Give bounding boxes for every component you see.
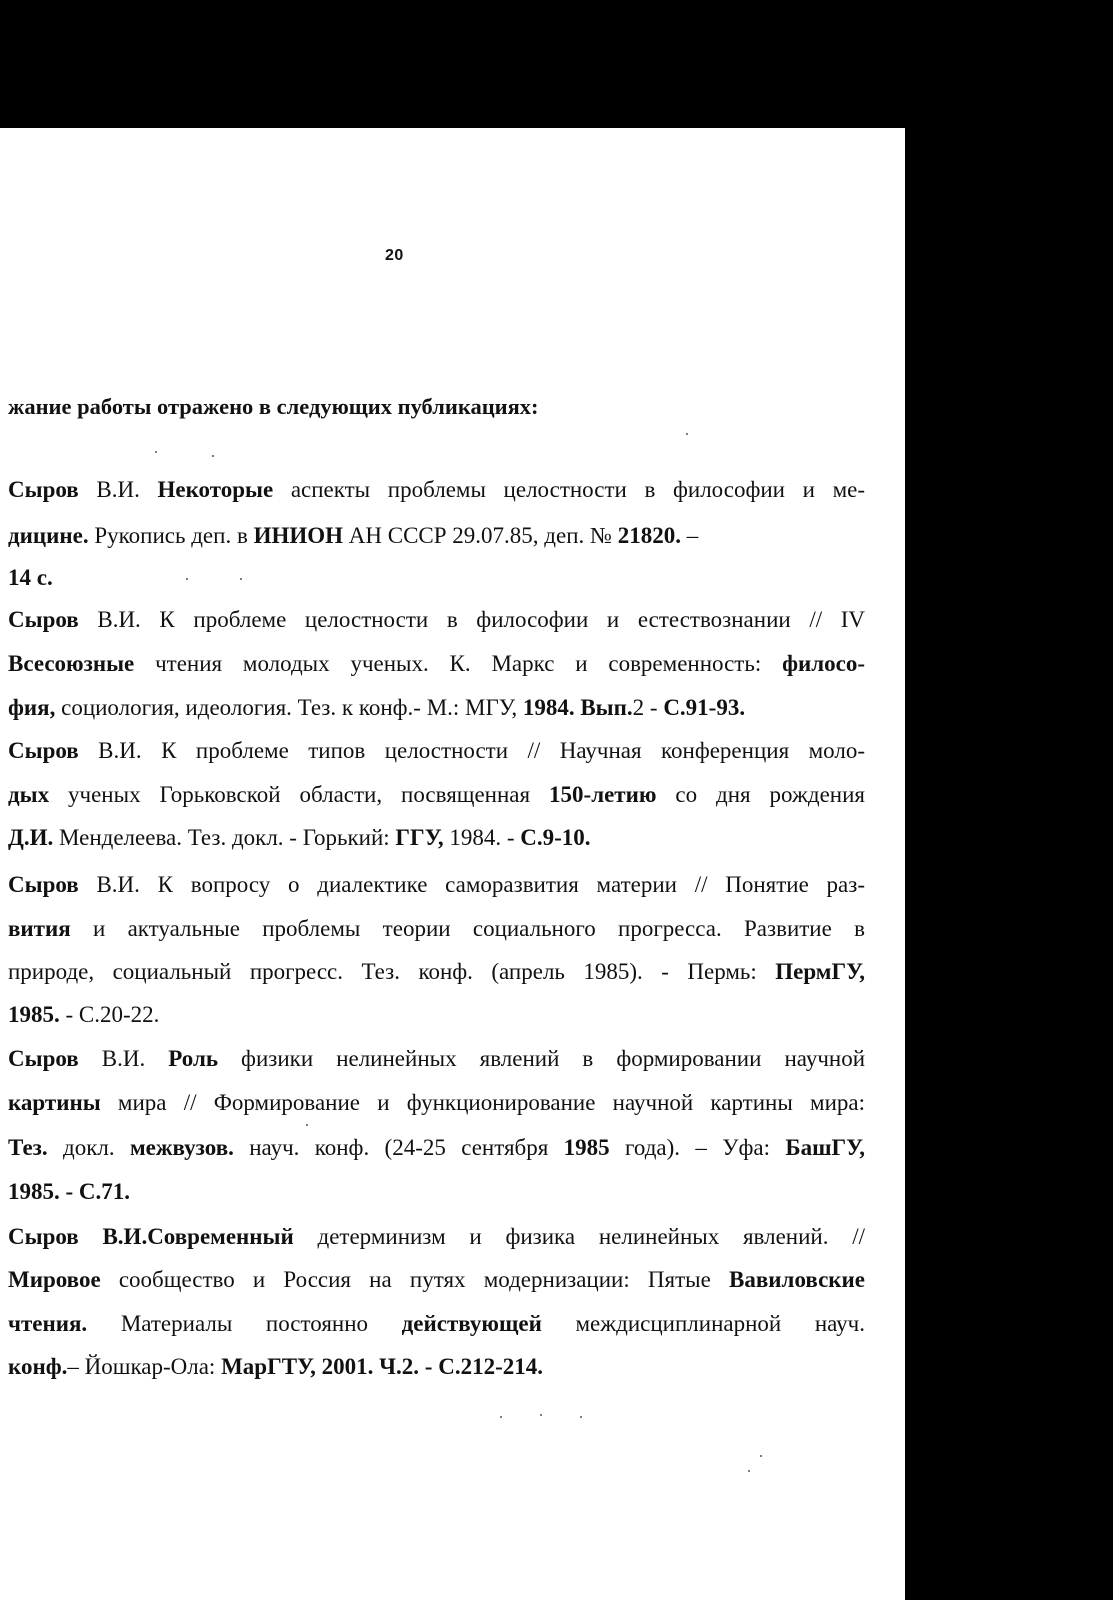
publication-5-line-2 bbox=[8, 1088, 865, 1118]
scan-speck bbox=[748, 1470, 750, 1472]
scan-speck bbox=[155, 451, 157, 453]
bold-text-run: Д.И. bbox=[8, 825, 54, 850]
scan-speck bbox=[760, 1455, 762, 1457]
publication-2-line-2 bbox=[8, 649, 865, 679]
text-run: междисциплинарной науч. bbox=[541, 1311, 866, 1336]
scan-speck bbox=[240, 578, 242, 580]
text-run: АН СССР 29.07.85, деп. № bbox=[343, 523, 618, 548]
bold-text-run: Сыров В.И.Современный bbox=[8, 1224, 294, 1249]
bold-text-run: Сыров bbox=[8, 1046, 79, 1071]
bold-text-run: картины bbox=[8, 1090, 101, 1115]
bold-text-run: конф. bbox=[8, 1354, 68, 1379]
bold-text-run: Вавиловские bbox=[729, 1267, 865, 1292]
publication-3-line-1 bbox=[8, 736, 865, 766]
publication-3-line-3 bbox=[8, 823, 865, 853]
publication-4-line-3 bbox=[8, 957, 865, 987]
text-run: науч. конф. (24-25 сентября bbox=[233, 1135, 564, 1160]
scan-speck bbox=[212, 455, 214, 457]
bold-text-run: 1985. - С.71. bbox=[8, 1179, 131, 1204]
bold-text-run: 150-летию bbox=[549, 782, 657, 807]
bold-text-run: ИНИОН bbox=[253, 523, 344, 548]
section-heading: жание работы отражено в следующих публикациях: bbox=[8, 394, 539, 419]
text-run: докл. bbox=[47, 1135, 130, 1160]
bold-text-run: Тез. bbox=[8, 1135, 48, 1160]
text-run: В.И. К проблеме целостности в философии и естествознании // IV bbox=[78, 607, 865, 632]
text-run: Менделеева. Тез. докл. - Горький: bbox=[53, 825, 396, 850]
text-run: со дня рождения bbox=[656, 782, 865, 807]
bold-text-run: 21820. bbox=[617, 523, 681, 548]
text-run: аспекты проблемы целостности в философии и ме- bbox=[273, 477, 865, 502]
bold-text-run: С.91-93. bbox=[663, 695, 746, 720]
text-run: В.И. К вопросу о диалектике саморазвития материи // Понятие раз- bbox=[78, 872, 865, 897]
bold-text-run: 1984. Вып. bbox=[522, 695, 633, 720]
publication-1-line-1 bbox=[8, 475, 865, 505]
scan-border-right bbox=[905, 0, 1113, 1600]
publication-4-line-1 bbox=[8, 870, 865, 900]
publication-6-line-4 bbox=[8, 1352, 865, 1382]
publication-5-line-1 bbox=[8, 1044, 865, 1074]
scan-speck bbox=[306, 1124, 308, 1126]
text-run: – Йошкар-Ола: bbox=[67, 1354, 222, 1379]
text-run: Материалы постоянно bbox=[87, 1311, 402, 1336]
publication-6-line-3 bbox=[8, 1309, 865, 1339]
text-run: 2 - bbox=[632, 695, 664, 720]
publication-3-line-2 bbox=[8, 780, 865, 810]
text-run: мира // Формирование и функционирование научной картины мира: bbox=[100, 1090, 865, 1115]
scan-speck bbox=[540, 1414, 542, 1416]
bold-text-run: межвузов. bbox=[129, 1135, 234, 1160]
text-run: - С.20-22. bbox=[59, 1002, 160, 1027]
text-run: детерминизм и физика нелинейных явлений. // bbox=[293, 1224, 866, 1249]
publication-1-line-3 bbox=[8, 563, 865, 593]
bold-text-run: ПермГУ, bbox=[775, 959, 865, 984]
publication-4-line-2 bbox=[8, 914, 865, 944]
bold-text-run: МарГТУ, 2001. Ч.2. - С.212-214. bbox=[221, 1354, 543, 1379]
bold-text-run: Некоторые bbox=[157, 477, 274, 502]
bold-text-run: действующей bbox=[401, 1311, 542, 1336]
publication-5-line-3 bbox=[8, 1133, 865, 1163]
bold-text-run: Сыров bbox=[8, 872, 79, 897]
text-run: социология, идеология. Тез. к конф.- М.: МГУ, bbox=[55, 695, 523, 720]
bold-text-run: С.9-10. bbox=[520, 825, 591, 850]
scan-speck bbox=[686, 433, 688, 435]
text-run: сообщество и Россия на путях модернизации: Пятые bbox=[100, 1267, 730, 1292]
text-run: 1984. - bbox=[443, 825, 521, 850]
bold-text-run: Роль bbox=[168, 1046, 219, 1071]
publication-4-line-4 bbox=[8, 1000, 865, 1030]
bold-text-run: 1985. bbox=[8, 1002, 60, 1027]
scan-speck bbox=[186, 578, 188, 580]
text-run: природе, социальный прогресс. Тез. конф. (апрель 1985). - Пермь: bbox=[8, 959, 776, 984]
page-number: 20 bbox=[385, 247, 404, 264]
text-run: физики нелинейных явлений в формировании научной bbox=[218, 1046, 866, 1071]
bold-text-run: дых bbox=[8, 782, 50, 807]
bold-text-run: дицине. bbox=[8, 523, 89, 548]
text-run: В.И. К проблеме типов целостности // Научная конференция моло- bbox=[78, 738, 865, 763]
publication-6-line-2 bbox=[8, 1265, 865, 1295]
text-run: года). – Уфа: bbox=[609, 1135, 786, 1160]
text-run: Рукопись деп. в bbox=[88, 523, 254, 548]
text-run: чтения молодых ученых. К. Маркс и современность: bbox=[134, 651, 783, 676]
bold-text-run: вития bbox=[8, 916, 71, 941]
publication-6-line-1 bbox=[8, 1222, 865, 1252]
text-run: – bbox=[680, 523, 699, 548]
text-run: В.И. bbox=[78, 1046, 169, 1071]
bold-text-run: чтения. bbox=[8, 1311, 88, 1336]
bold-text-run: Сыров bbox=[8, 477, 79, 502]
bold-text-run: Всесоюзные bbox=[8, 651, 135, 676]
text-run: В.И. bbox=[78, 477, 158, 502]
bold-text-run: ГГУ, bbox=[395, 825, 444, 850]
bold-text-run: Сыров bbox=[8, 738, 79, 763]
bold-text-run: 1985 bbox=[563, 1135, 610, 1160]
publication-1-line-2 bbox=[8, 521, 865, 551]
publication-2-line-1 bbox=[8, 605, 865, 635]
bold-text-run: Мировое bbox=[8, 1267, 101, 1292]
text-run: и актуальные проблемы теории социального прогресса. Развитие в bbox=[70, 916, 865, 941]
bold-text-run: БашГУ, bbox=[785, 1135, 865, 1160]
bold-text-run: 14 с. bbox=[8, 565, 53, 590]
publication-5-line-4 bbox=[8, 1177, 865, 1207]
bold-text-run: фия, bbox=[8, 695, 56, 720]
scan-speck bbox=[500, 1416, 502, 1418]
bold-text-run: филосо- bbox=[782, 651, 865, 676]
text-run: ученых Горьковской области, посвященная bbox=[49, 782, 550, 807]
scan-speck bbox=[580, 1416, 582, 1418]
bold-text-run: Сыров bbox=[8, 607, 79, 632]
publication-2-line-3 bbox=[8, 693, 865, 723]
